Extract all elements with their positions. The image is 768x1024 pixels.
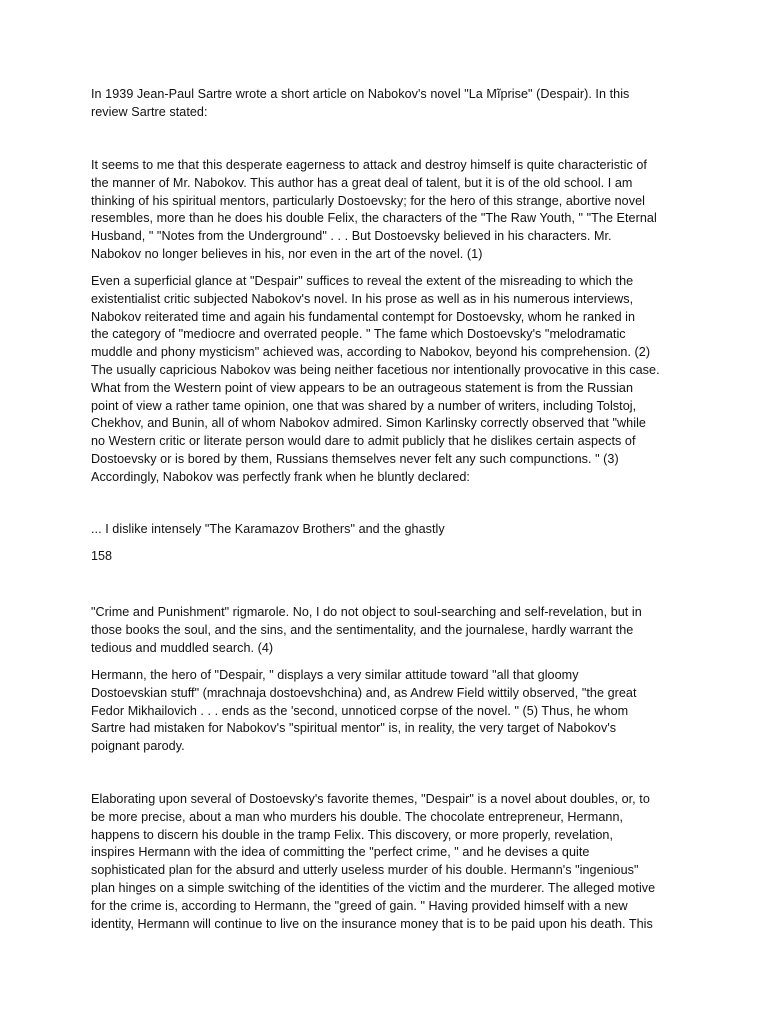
- text-line: tedious and muddled search. (4): [91, 640, 274, 655]
- text-line: existentialist critic subjected Nabokov's novel. In his prose as well as in his numerous interviews,: [91, 291, 634, 306]
- text-line: Nabokov no longer believes in his, nor even in the art of the novel. (1): [91, 246, 483, 261]
- text-line: happens to discern his double in the tramp Felix. This discovery, or more properly, revelation,: [91, 827, 614, 842]
- text-line: Chekhov, and Bunin, all of whom Nabokov admired. Simon Karlinsky correctly observed that "while: [91, 416, 646, 431]
- text-line: poignant parody.: [91, 739, 185, 754]
- text-line: In 1939 Jean-Paul Sartre wrote a short article on Nabokov's novel "La Mĩprise" (Despair). In this: [91, 87, 630, 101]
- page-number: 158: [91, 549, 113, 563]
- text-line: resembles, more than he does his double Felix, the characters of the "The Raw Youth, " "The Eternal: [91, 211, 657, 226]
- text-line: inspires Hermann with the idea of committing the "perfect crime, " and he devises a quite: [91, 845, 590, 860]
- paragraph-hermann: [91, 667, 691, 756]
- paragraph-crime-and-punishment: [91, 604, 691, 657]
- text-line: What from the Western point of view appears to be an outrageous statement is from the Russian: [91, 380, 634, 395]
- paragraph-intro: [91, 86, 691, 122]
- text-line: muddle and phony mysticism" achieved was, according to Nabokov, beyond his comprehension. (2): [91, 345, 651, 360]
- text-line: Sartre had mistaken for Nabokov's "spiritual mentor" is, in reality, the very target of Nabokov's: [91, 721, 617, 736]
- text-line: Dostoevskian stuff" (mrachnaja dostoevshchina) and, as Andrew Field wittily observed, "the great: [91, 685, 637, 700]
- text-line: Hermann, the hero of "Despair, " displays a very similar attitude toward "all that gloomy: [91, 668, 579, 682]
- text-line: It seems to me that this desperate eagerness to attack and destroy himself is quite characteristic of: [91, 158, 647, 172]
- text-line: Accordingly, Nabokov was perfectly frank when he bluntly declared:: [91, 469, 470, 484]
- text-line: The usually capricious Nabokov was being neither facetious nor intentionally provocative in this case.: [91, 362, 660, 377]
- text-line: Husband, " "Notes from the Underground" . . . But Dostoevsky believed in his characters. Mr.: [91, 229, 612, 244]
- text-line: identity, Hermann will continue to live on the insurance money that is to be paid upon his death. This: [91, 916, 653, 931]
- text-line: "Crime and Punishment" rigmarole. No, I do not object to soul-searching and self-revelation, but in: [91, 605, 642, 619]
- text-line: plan hinges on a simple switching of the identities of the victim and the murderer. The alleged motive: [91, 880, 656, 895]
- text-line: for the crime is, according to Hermann, the "greed of gain. " Having provided himself with a new: [91, 898, 628, 913]
- text-line: point of view a rather tame opinion, one that was shared by a number of writers, including Tolstoj,: [91, 398, 637, 413]
- text-line: Nabokov reiterated time and again his fundamental contempt for Dostoevsky, whom he ranked in: [91, 309, 636, 324]
- paragraph-nabokov-quote: [91, 521, 691, 539]
- text-line: ... I dislike intensely "The Karamazov Brothers" and the ghastly: [91, 522, 445, 536]
- paragraph-sartre-quote: [91, 157, 691, 264]
- text-line: Even a superficial glance at "Despair" suffices to reveal the extent of the misreading to which the: [91, 274, 634, 288]
- text-line: Dostoevsky or is bored by them, Russians themselves never felt any such compunctions. " (3): [91, 451, 619, 466]
- text-line: be more precise, about a man who murders his double. The chocolate entrepreneur, Hermann,: [91, 809, 624, 824]
- text-line: no Western critic or literate person would dare to admit publicly that he dislikes certain aspects of: [91, 434, 636, 449]
- text-line: the manner of Mr. Nabokov. This author has a great deal of talent, but it is of the old school. I am: [91, 175, 633, 190]
- text-line: Elaborating upon several of Dostoevsky's favorite themes, "Despair" is a novel about doubles, or, to: [91, 792, 650, 806]
- text-line: sophisticated plan for the absurd and utterly useless murder of his double. Hermann's "ingenious": [91, 863, 639, 878]
- text-line: review Sartre stated:: [91, 104, 208, 119]
- paragraph-superficial-glance: [91, 273, 691, 487]
- paragraph-elaborating: [91, 791, 691, 933]
- text-line: those books the soul, and the sins, and the sentimentality, and the journalese, hardly warrant the: [91, 622, 634, 637]
- text-line: Fedor Mikhailovich . . . ends as the 'second, unnoticed corpse of the novel. " (5) Thus, he whom: [91, 703, 629, 718]
- text-line: the category of "mediocre and overrated people. " The fame which Dostoevsky's "melodramatic: [91, 327, 626, 342]
- text-line: thinking of his spiritual mentors, particularly Dostoevsky; for the hero of this strange, abortive novel: [91, 193, 645, 208]
